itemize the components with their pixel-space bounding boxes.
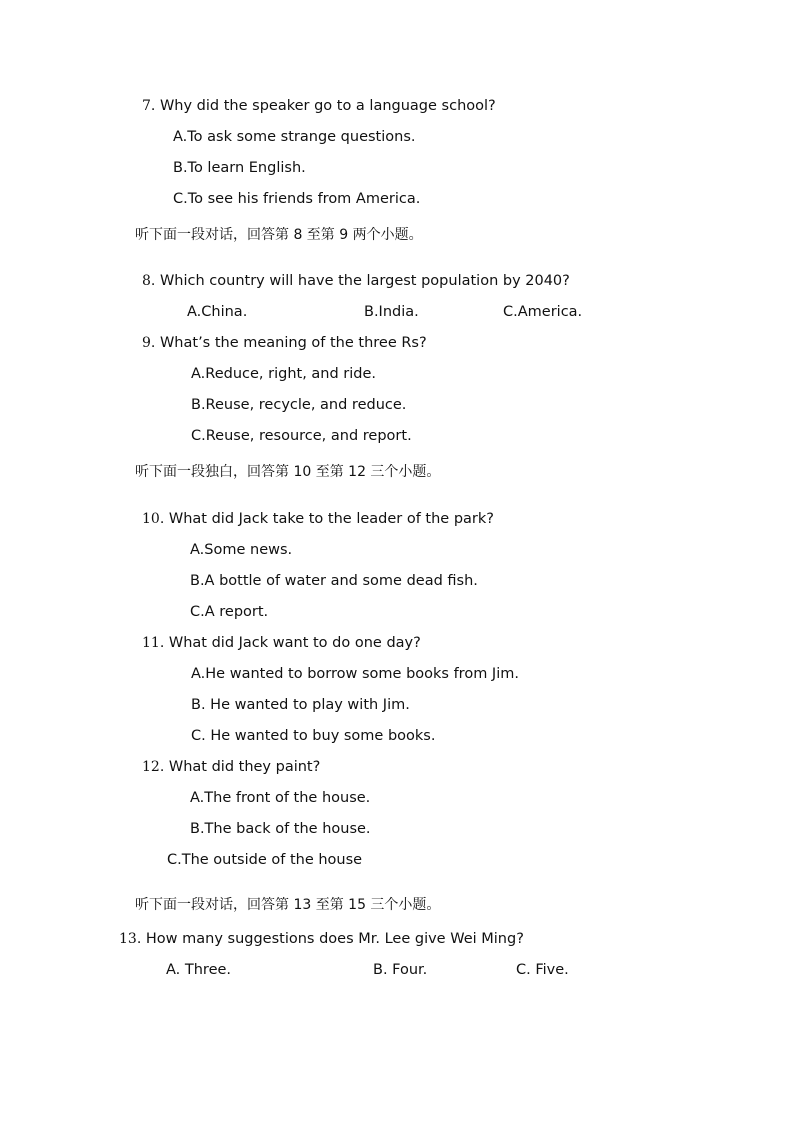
question-text: What did Jack take to the leader of the park?: [168, 511, 494, 527]
option-13b: B. Four.: [373, 962, 428, 978]
section-instruction-1: 听下面一段对话，回答第 8 至第 9 两个小题。: [135, 227, 423, 243]
question-number: 12.: [142, 759, 165, 775]
question-text: Which country will have the largest population by 2040?: [159, 273, 570, 289]
option-8c: C.America.: [503, 304, 583, 320]
option-12b: B.The back of the house.: [190, 821, 371, 837]
option-7b: B.To learn English.: [173, 160, 306, 176]
question-number: 11.: [142, 635, 165, 651]
option-13c: C. Five.: [516, 962, 569, 978]
question-number: 10.: [142, 511, 165, 527]
question-8: [142, 272, 570, 290]
option-8a: A.China.: [187, 304, 248, 320]
option-11c: C. He wanted to buy some books.: [191, 728, 436, 744]
question-text: What’s the meaning of the three Rs?: [159, 335, 427, 351]
question-number: 9.: [142, 335, 156, 351]
question-number: 13.: [119, 931, 142, 947]
question-text: What did Jack want to do one day?: [168, 635, 421, 651]
question-text: How many suggestions does Mr. Lee give Wei Ming?: [145, 931, 524, 947]
question-9: [142, 334, 427, 352]
option-7a: A.To ask some strange questions.: [173, 129, 416, 145]
option-8b: B.India.: [364, 304, 419, 320]
question-text: Why did the speaker go to a language school?: [159, 98, 496, 114]
section-instruction-3: 听下面一段对话，回答第 13 至第 15 三个小题。: [135, 897, 441, 913]
option-7c: C.To see his friends from America.: [173, 191, 421, 207]
option-12a: A.The front of the house.: [190, 790, 371, 806]
question-text: What did they paint?: [168, 759, 321, 775]
option-11a: A.He wanted to borrow some books from Jim.: [191, 666, 519, 682]
question-13: [119, 930, 524, 948]
option-13a: A. Three.: [166, 962, 232, 978]
question-11: [142, 634, 421, 652]
option-11b: B. He wanted to play with Jim.: [191, 697, 410, 713]
option-12c: C.The outside of the house: [167, 852, 363, 868]
question-7: [142, 97, 496, 115]
option-10c: C.A report.: [190, 604, 269, 620]
question-10: [142, 510, 494, 528]
question-number: 8.: [142, 273, 156, 289]
section-instruction-2: 听下面一段独白，回答第 10 至第 12 三个小题。: [135, 464, 441, 480]
option-9b: B.Reuse, recycle, and reduce.: [191, 397, 407, 413]
option-10b: B.A bottle of water and some dead fish.: [190, 573, 478, 589]
question-number: 7.: [142, 98, 156, 114]
option-9a: A.Reduce, right, and ride.: [191, 366, 377, 382]
option-9c: C.Reuse, resource, and report.: [191, 428, 412, 444]
option-10a: A.Some news.: [190, 542, 293, 558]
question-12: [142, 758, 320, 776]
